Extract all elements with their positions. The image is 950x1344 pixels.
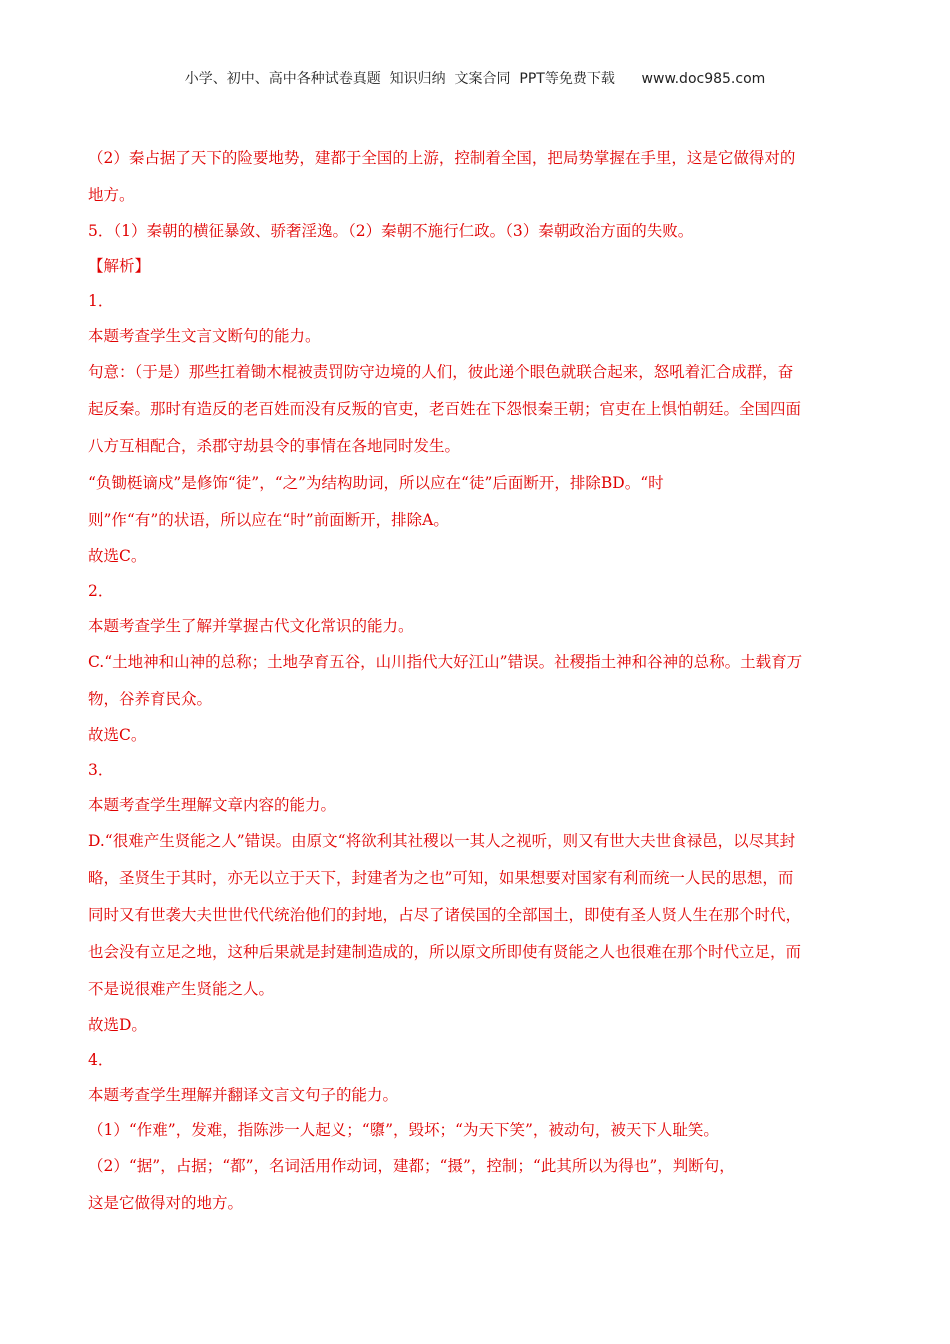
text-line: 八方互相配合，杀郡守劫县令的事情在各地同时发生。 bbox=[88, 437, 461, 455]
text-line: 则”作“有”的状语，所以应在“时”前面断开，排除A。 bbox=[88, 511, 449, 529]
document-body bbox=[88, 140, 864, 1222]
text-line: 这是它做得对的地方。 bbox=[88, 1194, 244, 1212]
text-line: 句意：（于是）那些扛着锄木棍被责罚防守边境的人们，彼此递个眼色就联合起来，怒吼着汇合成群，奋 bbox=[88, 363, 794, 381]
text-line: 本题考查学生理解并翻译文言文句子的能力。 bbox=[88, 1086, 399, 1104]
text-line: 地方。 bbox=[88, 186, 135, 204]
text-line: （2）“据”，占据；“都”，名词活用作动词，建都；“摄”，控制；“此其所以为得也”，判断句， bbox=[88, 1157, 735, 1175]
text-line: 起反秦。那时有造反的老百姓而没有反叛的官吏，老百姓在下怨恨秦王朝；官吏在上惧怕朝廷。全国四面 bbox=[88, 400, 802, 418]
text-line: （1）“作难”，发难，指陈涉一人起义；“隳”，毁坏；“为天下笑”，被动句，被天下人耻笑。 bbox=[88, 1121, 719, 1139]
text-line: 同时又有世袭大夫世世代代统治他们的封地，占尽了诸侯国的全部国土，即使有圣人贤人生在那个时代， bbox=[88, 906, 802, 924]
item-number: 2． bbox=[88, 582, 114, 600]
text-line: 不是说很难产生贤能之人。 bbox=[88, 980, 275, 998]
answer-5: 5．（1）秦朝的横征暴敛、骄奢淫逸。（2）秦朝不施行仁政。（3）秦朝政治方面的失败。 bbox=[88, 222, 694, 240]
item-number: 1． bbox=[88, 292, 114, 310]
text-line: C.“土地神和山神的总称；土地孕育五谷，山川指代大好江山”错误。社稷指土神和谷神的总称。土载育万 bbox=[88, 653, 803, 671]
text-line: 略，圣贤生于其时，亦无以立于天下，封建者为之也”可知，如果想要对国家有利而统一人民的思想，而 bbox=[88, 869, 794, 887]
item-number: 4． bbox=[88, 1051, 114, 1069]
text-line: 本题考查学生文言文断句的能力。 bbox=[88, 327, 321, 345]
text-line: 也会没有立足之地，这种后果就是封建制造成的，所以原文所即使有贤能之人也很难在那个时代立足，而 bbox=[88, 943, 802, 961]
text-line: D.“很难产生贤能之人”错误。由原文“将欲利其社稷以一其人之视听，则又有世大夫世食禄邑，以尽其封 bbox=[88, 832, 796, 850]
item-number: 3． bbox=[88, 761, 114, 779]
analysis-heading: 【解析】 bbox=[88, 257, 151, 275]
text-line: “负锄梃谪戍”是修饰“徒”，“之”为结构助词，所以应在“徒”后面断开，排除BD。“时 bbox=[88, 474, 664, 492]
answer-choice: 故选C。 bbox=[88, 726, 147, 744]
answer-choice: 故选D。 bbox=[88, 1016, 147, 1034]
text-line: （2）秦占据了天下的险要地势，建都于全国的上游，控制着全国，把局势掌握在手里，这是它做得对的 bbox=[88, 149, 796, 167]
text-line: 本题考查学生了解并掌握古代文化常识的能力。 bbox=[88, 617, 414, 635]
answer-choice: 故选C。 bbox=[88, 547, 147, 565]
text-line: 物，谷养育民众。 bbox=[88, 690, 213, 708]
page-header: 小学、初中、高中各种试卷真题 知识归纳 文案合同 PPT等免费下载 www.doc985.com bbox=[184, 71, 766, 87]
text-line: 本题考查学生理解文章内容的能力。 bbox=[88, 796, 337, 814]
